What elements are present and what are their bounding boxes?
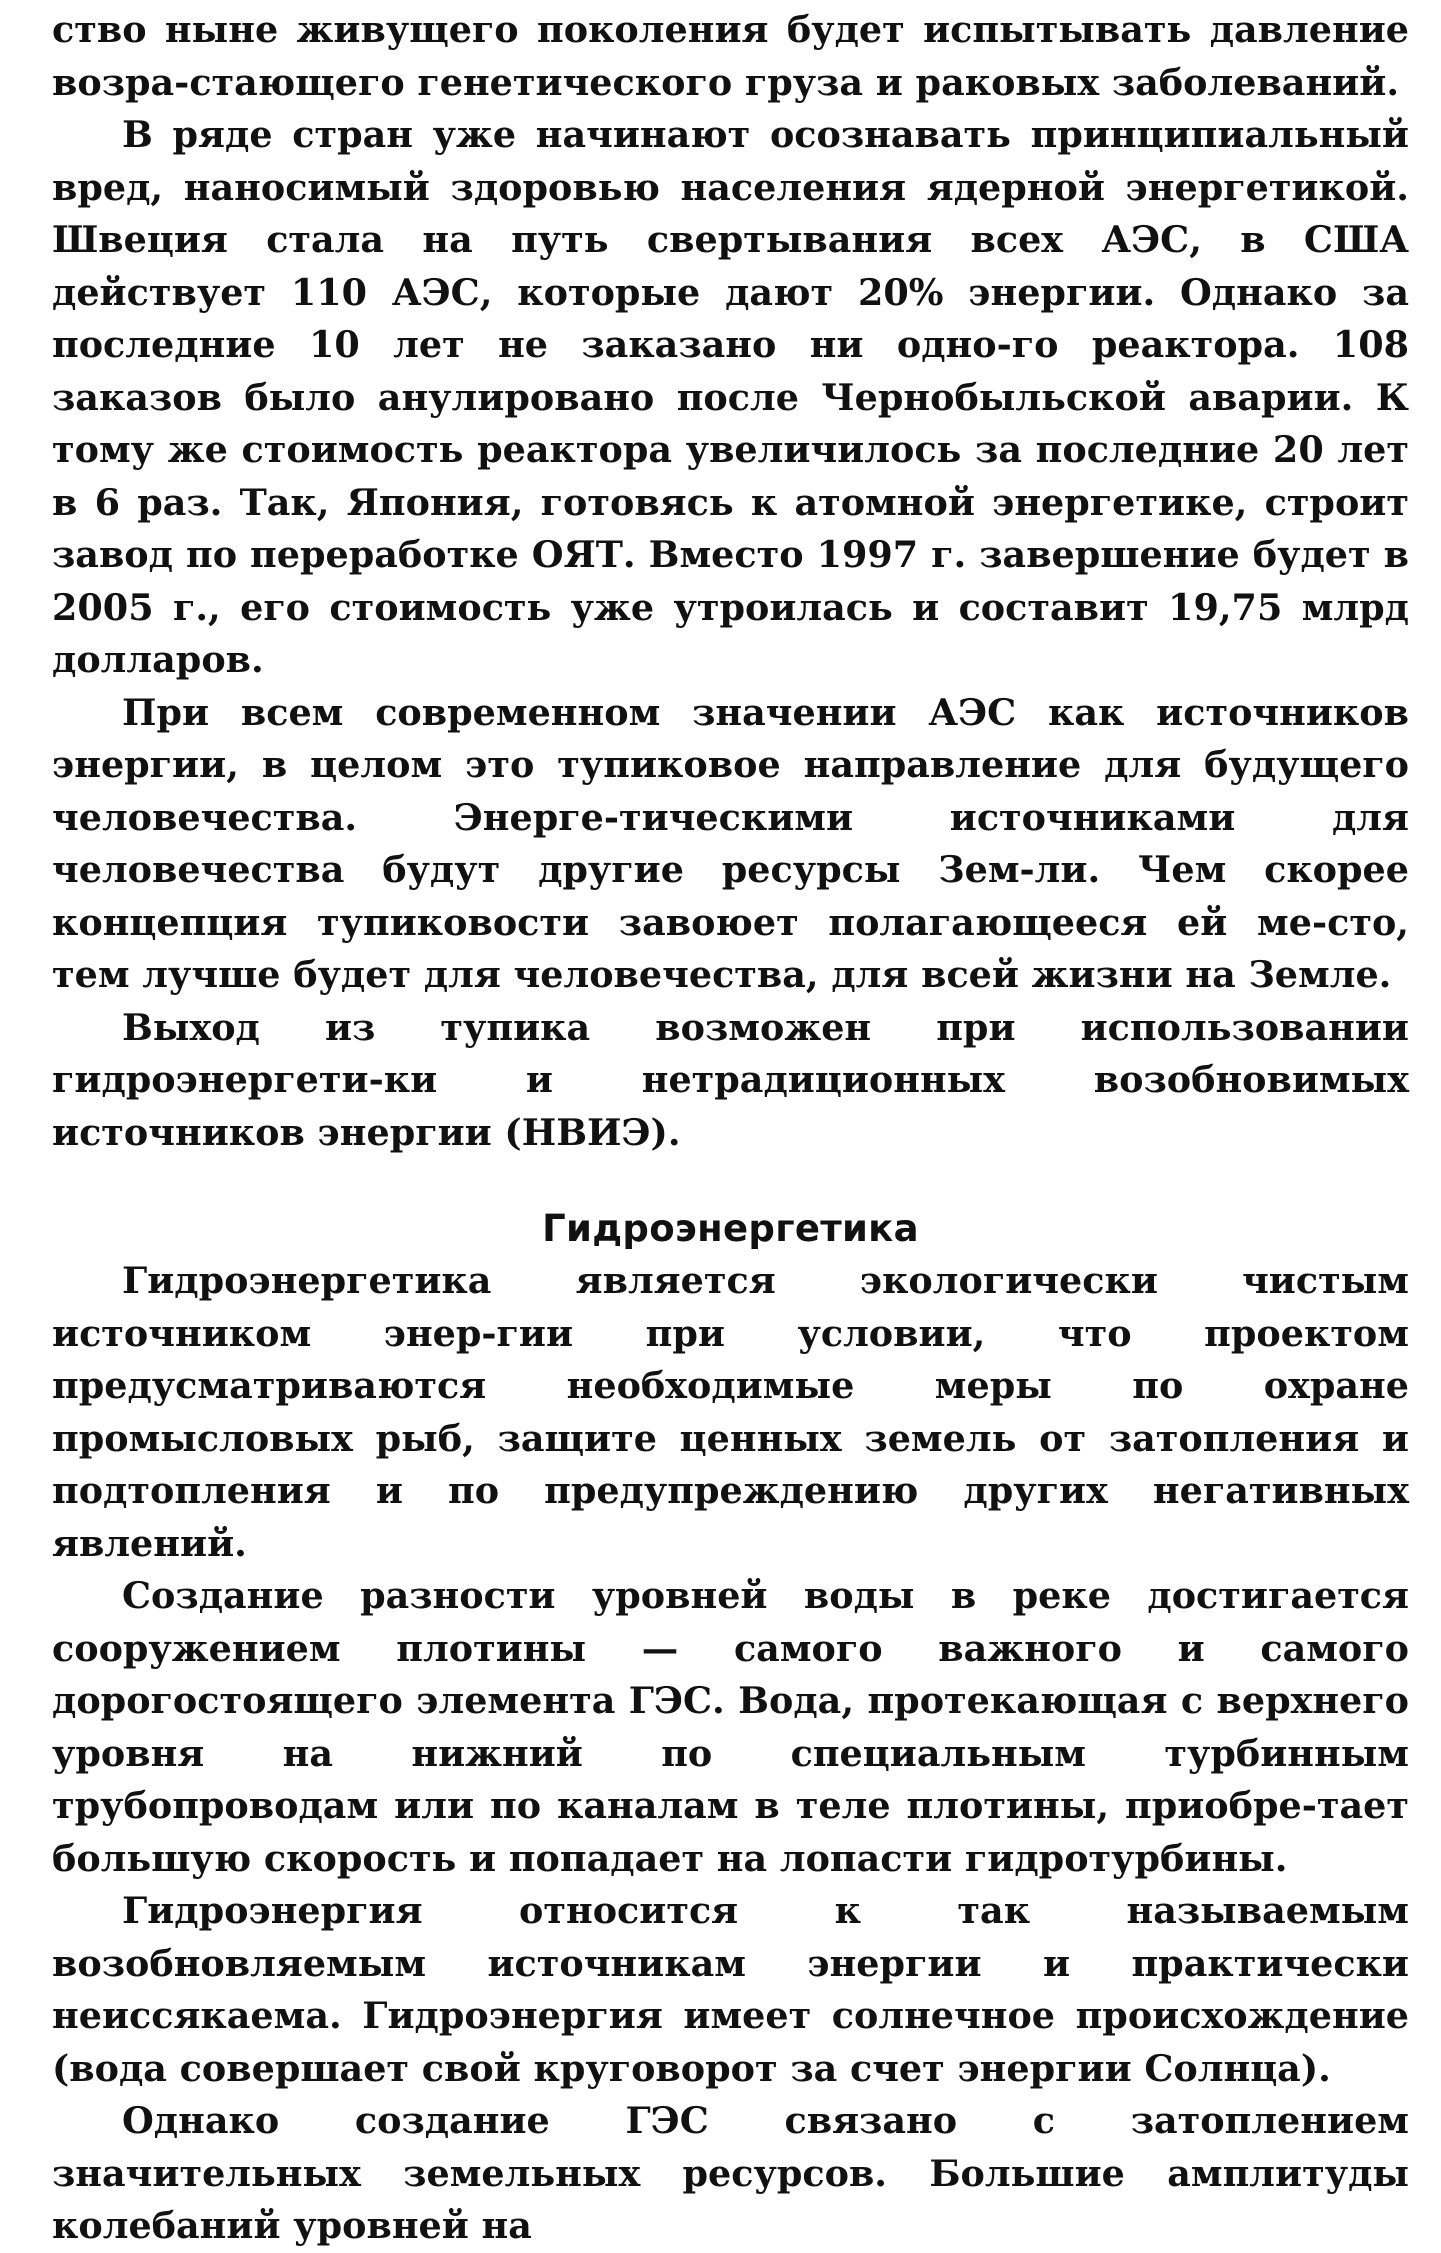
- section-heading: Гидроэнергетика: [542, 1207, 919, 1250]
- paragraph-3: При всем современном значении АЭС как источников энергии, в целом это тупиковое направление для будущего человечества. Энерге-тическими источниками для человечества будут другие ресурсы Зем-ли. Чем скорее концепция тупиковости завоюет полагающееся ей ме-сто, тем лучше будет для человечества, для всей жизни на Земле.: [52, 690, 1409, 996]
- paragraph-2: В ряде стран уже начинают осознавать принципиальный вред, наносимый здоровью населения ядерной энергетикой. Швеция стала на путь свертывания всех АЭС, в США действует 110 АЭС, которые дают 20% энергии. Однако за последние 10 лет не заказано ни одно-го реактора. 108 заказов было анулировано после Чернобыльской аварии. К тому же стоимость реактора увеличилось за последние 20 лет в 6 раз. Так, Япония, готовясь к атомной энергетике, строит завод по переработке ОЯТ. Вместо 1997 г. завершение будет в 2005 г., его стоимость уже утроилась и составит 19,75 млрд долларов.: [52, 113, 1409, 681]
- document-page: [52, 4, 1409, 2253]
- paragraph-8: Однако создание ГЭС связано с затоплением значительных земельных ресурсов. Большие амплитуды колебаний уровней на: [52, 2099, 1409, 2247]
- paragraph-1: ство ныне живущего поколения будет испытывать давление возра-стающего генетического груза и раковых заболеваний.: [52, 8, 1409, 104]
- paragraph-7: Гидроэнергия относится к так называемым возобновляемым источникам энергии и практически неиссякаема. Гидроэнергия имеет солнечное происхождение (вода совершает свой круговорот за счет энергии Солнца).: [52, 1889, 1409, 2090]
- paragraph-5: Гидроэнергетика является экологически чистым источником энер-гии при условии, что проектом предусматриваются необходимые меры по охране промысловых рыб, защите ценных земель от затопления и подтопления и по предупреждению других негативных явлений.: [52, 1259, 1409, 1565]
- paragraph-6: Создание разности уровней воды в реке достигается сооружением плотины — самого важного и самого дорогостоящего элемента ГЭС. Вода, протекающая с верхнего уровня на нижний по специальным турбинным трубопроводам или по каналам в теле плотины, приобре-тает большую скорость и попадает на лопасти гидротурбины.: [52, 1574, 1409, 1880]
- paragraph-4: Выход из тупика возможен при использовании гидроэнергети-ки и нетрадиционных возобновимых источников энергии (НВИЭ).: [52, 1005, 1409, 1154]
